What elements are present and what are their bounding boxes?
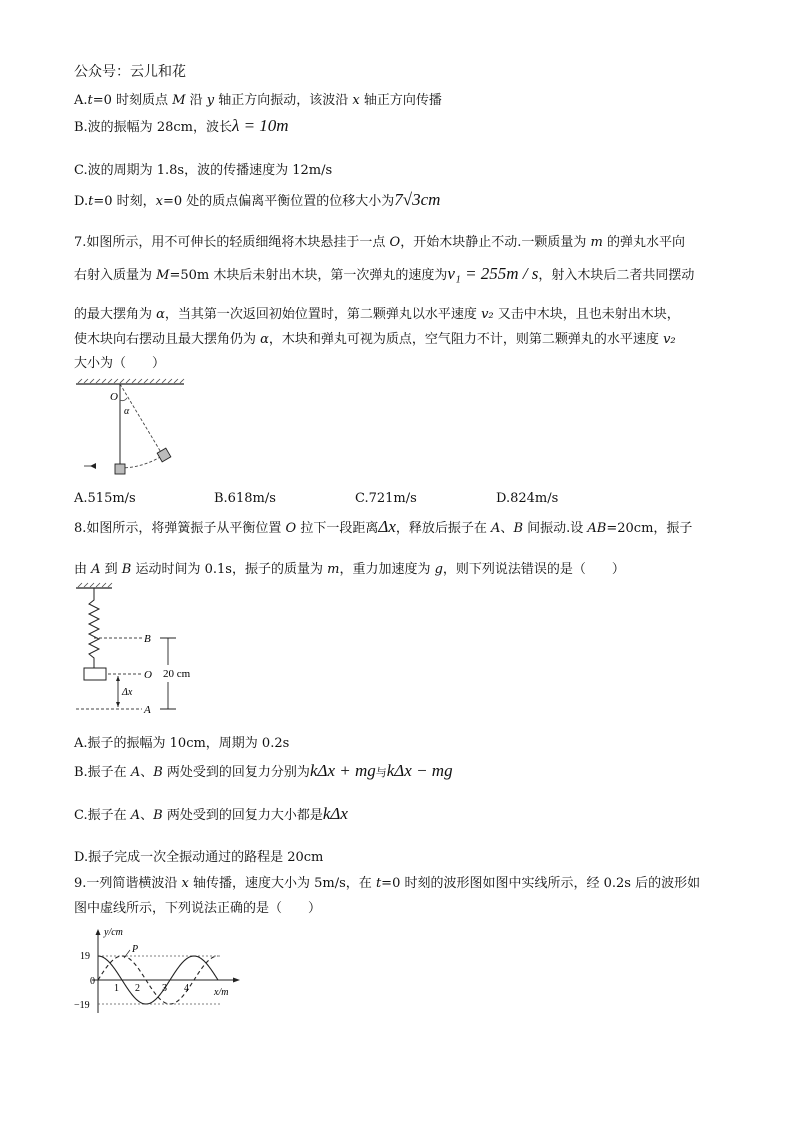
y-axis-label: y/cm xyxy=(104,927,123,938)
x-tick-2: 2 xyxy=(135,983,140,994)
q7-stem-line3: 的最大摆角为 α，当其第一次返回初始位置时，第二颗弹丸以水平速度 v₂ 又击中木块，且也未射出木块， xyxy=(74,307,680,322)
swing-arc xyxy=(120,456,162,468)
q8-option-b: B.振子在 A、B 两处受到的回复力分别为kΔx + mg与kΔx − mg xyxy=(74,761,453,780)
pendulum-figure xyxy=(74,378,194,478)
force-formula-1: kΔx + mg xyxy=(309,761,376,780)
q8-option-a: A.振子的振幅为 10cm，周期为 0.2s xyxy=(74,736,290,751)
q9-stem-line2: 图中虚线所示，下列说法正确的是（ ） xyxy=(74,901,322,916)
account-label: 公众号：云儿和花 xyxy=(74,64,186,80)
q8-stem-line1: 8.如图所示，将弹簧振子从平衡位置 O 拉下一段距离Δx，释放后振子在 A、B 间振动.设 AB=20cm，振子 xyxy=(74,517,693,536)
y-tick-min: −19 xyxy=(74,1000,90,1011)
q8-stem-line2: 由 A 到 B 运动时间为 0.1s，振子的质量为 m，重力加速度为 g，则下列说法错误的是（ ） xyxy=(74,562,625,577)
force-formula-3: kΔx xyxy=(322,804,348,823)
q7-option-b: B.618m/s xyxy=(214,491,276,506)
q6-option-d: D.t=0 时刻，x=0 处的质点偏离平衡位置的位移大小为7√3cm xyxy=(74,190,441,209)
displacement-formula: 7√3cm xyxy=(394,190,441,209)
pivot-label: O xyxy=(110,391,118,403)
q7-stem-line5: 大小为（ ） xyxy=(74,356,166,371)
wave-figure xyxy=(72,925,244,1017)
q9-stem-line1: 9.一列简谐横波沿 x 轴传播，速度大小为 5m/s，在 t=0 时刻的波形图如图中实线所示，经 0.2s 后的波形如 xyxy=(74,876,701,891)
point-a-label: A xyxy=(144,704,151,714)
q6-option-c: C.波的周期为 1.8s，波的传播速度为 12m/s xyxy=(74,163,333,178)
wavelength-formula: λ = 10m xyxy=(231,116,289,135)
support-hatching xyxy=(78,583,112,587)
angle-arc xyxy=(120,398,127,401)
velocity-formula: v₁ = 255m / s xyxy=(447,264,539,283)
point-o-label: O xyxy=(144,669,152,681)
q8-option-d: D.振子完成一次全振动通过的路程是 20cm xyxy=(74,850,324,865)
q8-option-c: C.振子在 A、B 两处受到的回复力大小都是kΔx xyxy=(74,804,348,823)
x-tick-4: 4 xyxy=(184,983,189,994)
dx-arrow-up-icon xyxy=(116,676,120,681)
spring-coil xyxy=(89,588,99,668)
dx-arrow-down-icon xyxy=(116,702,120,707)
origin-label: 0 xyxy=(90,976,95,987)
x-axis-label: x/m xyxy=(214,987,229,998)
q7-stem-line4: 使木块向右摆动且最大摆角仍为 α，木块和弹丸可视为质点，空气阻力不计，则第二颗弹丸的水平速度 v₂ xyxy=(74,332,676,347)
y-tick-max: 19 xyxy=(80,951,90,962)
point-b-label: B xyxy=(144,633,151,645)
oscillator-block xyxy=(84,668,106,680)
dx-label: Δx xyxy=(122,687,133,698)
wood-block xyxy=(115,464,125,474)
q6-option-a: A.t=0 时刻质点 M 沿 y 轴正方向振动，该波沿 x 轴正方向传播 xyxy=(74,93,442,108)
point-p-label: P xyxy=(132,944,139,955)
point-p-pointer xyxy=(124,950,130,958)
x-tick-3: 3 xyxy=(162,983,167,994)
q7-option-d: D.824m/s xyxy=(496,491,559,506)
x-tick-1: 1 xyxy=(114,983,119,994)
force-formula-2: kΔx − mg xyxy=(386,761,453,780)
spring-figure xyxy=(72,582,212,714)
q7-stem-line1: 7.如图所示，用不可伸长的轻质细绳将木块悬挂于一点 O，开始木块静止不动.一颗质量为 m 的弹丸水平向 xyxy=(74,235,685,250)
q7-option-c: C.721m/s xyxy=(355,491,417,506)
q7-stem-line2: 右射入质量为 M=50m 木块后未射出木块，第一次弹丸的速度为v₁ = 255m / s，射入木块后二者共同摆动 xyxy=(74,264,695,283)
ceiling-hatching xyxy=(78,379,184,383)
angle-label: α xyxy=(124,406,130,417)
q7-option-a: A.515m/s xyxy=(74,491,136,506)
q6-option-b: B.波的振幅为 28cm，波长λ = 10m xyxy=(74,116,289,135)
x-axis-arrow-icon xyxy=(233,978,240,983)
delta-x-formula: Δx xyxy=(378,517,396,536)
y-axis-arrow-icon xyxy=(96,929,101,935)
bullet-icon xyxy=(84,463,96,469)
length-label: 20 cm xyxy=(163,668,191,680)
string-displaced xyxy=(120,384,162,454)
